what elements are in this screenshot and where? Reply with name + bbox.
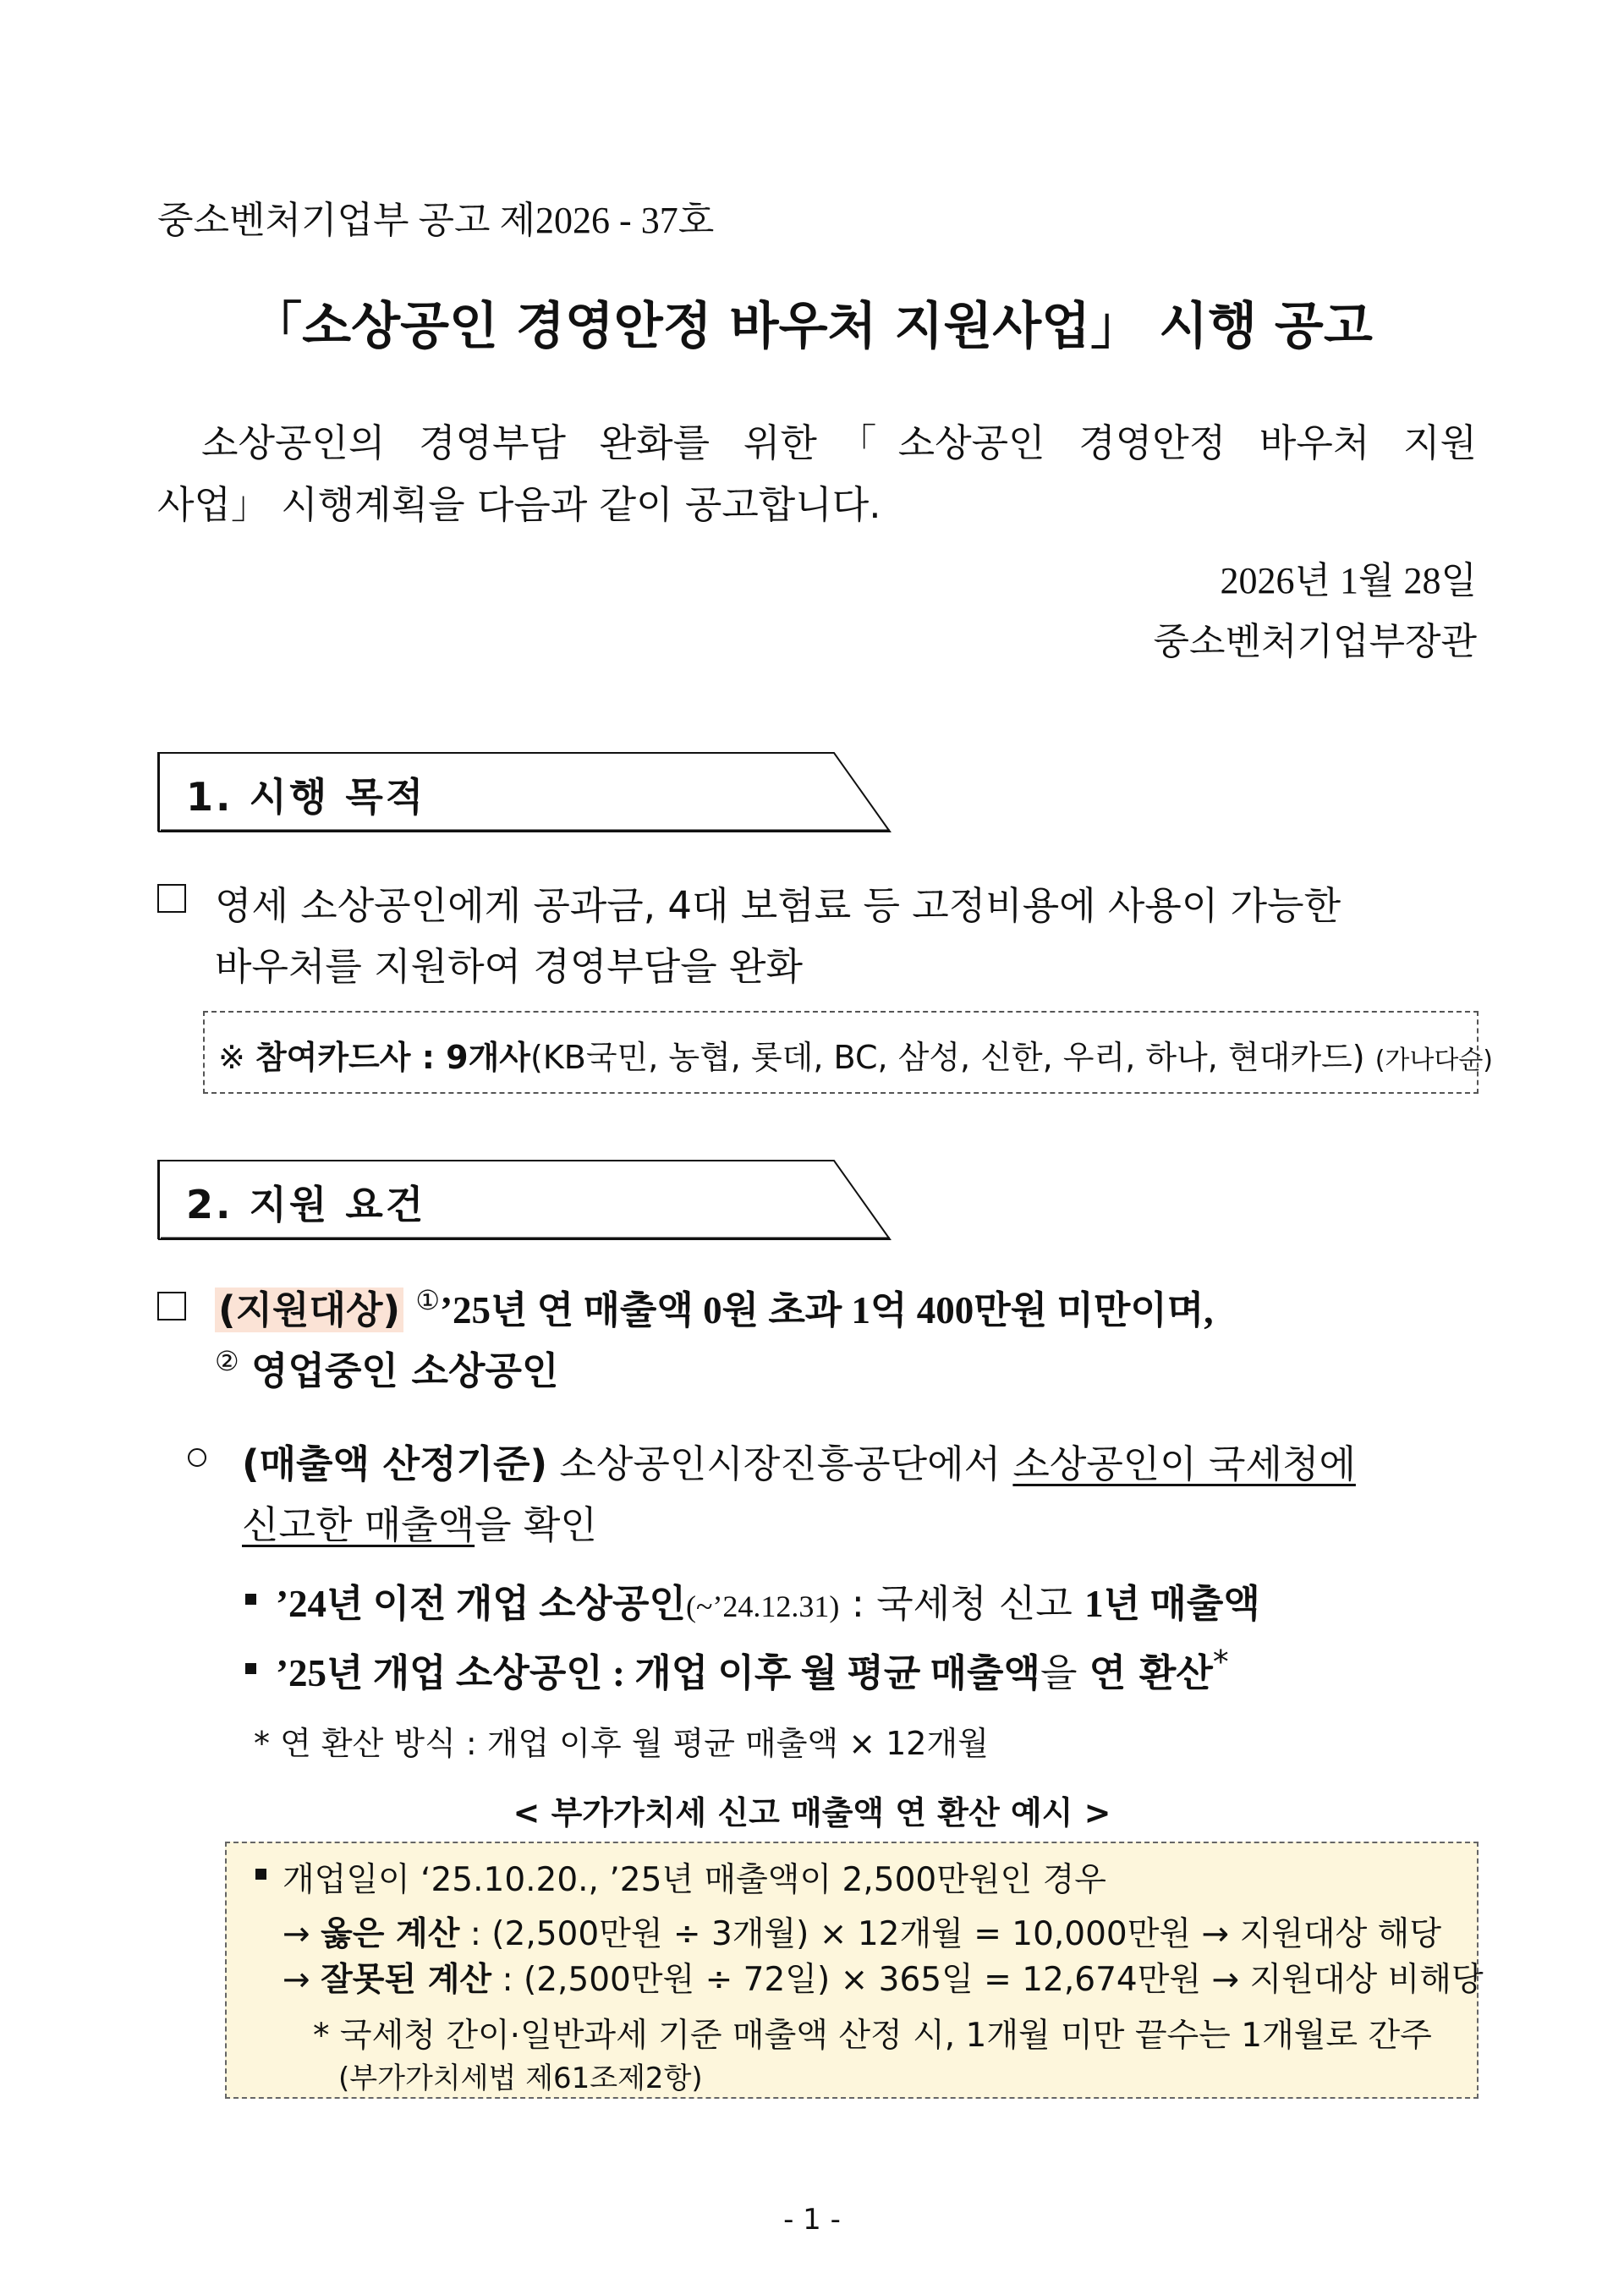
sales-criteria-tail: 을 확인 [475, 1502, 597, 1547]
item-1-label: ’24년 이전 개업 소상공인 [276, 1583, 686, 1625]
card-company-list: (KB국민, 농협, 롯데, BC, 삼성, 신한, 우리, 하나, 현대카드) [530, 1039, 1365, 1076]
sales-criteria-text: 소상공인시장진흥공단에서 [559, 1441, 1001, 1486]
support-target-line-1 [215, 1279, 1214, 1334]
support-target-condition-2: 영업중인 소상공인 [251, 1348, 559, 1393]
notice-number: 중소벤처기업부 공고 제2026 - 37호 [157, 200, 715, 241]
wrong-calc-label: 잘못된 계산 [321, 1961, 492, 1999]
support-target-condition-1: ’25년 연 매출액 0원 초과 1억 400만원 미만이며, [440, 1289, 1214, 1331]
example-footnote-line-2: (부가가치세법 제61조제2항) [338, 2062, 703, 2095]
issuer: 중소벤처기업부장관 [1153, 620, 1477, 663]
item-2-text: 을 [1040, 1650, 1089, 1695]
document-title: 「소상공인 경영안정 바우처 지원사업」 시행 공고 [251, 297, 1373, 356]
page-number: - 1 - [783, 2203, 841, 2237]
list-item [276, 1573, 1260, 1628]
sales-criteria-line-1 [242, 1433, 1356, 1488]
correct-calc-label: 옳은 계산 [321, 1915, 460, 1953]
note-label: 참여카드사 : 9개사 [255, 1039, 530, 1076]
example-box [225, 1842, 1484, 2099]
support-target-line-2 [215, 1340, 558, 1395]
arrow-icon: → [283, 1961, 310, 1999]
item-2-label: ’25년 개업 소상공인 : 개업 이후 월 평균 매출액 [276, 1652, 1040, 1694]
item-2-tail: 연 환산 [1089, 1650, 1213, 1695]
section-1-body-line-2: 바우처를 지원하여 경영부담을 완화 [215, 944, 803, 989]
checkbox-bullet [157, 884, 186, 913]
annual-conversion-note: * 연 환산 방식 : 개업 이후 월 평균 매출액 × 12개월 [254, 1725, 989, 1762]
participating-cards-note [203, 1011, 1494, 1094]
list-item [276, 1642, 1229, 1697]
sales-criteria-underlined-2: 신고한 매출액 [242, 1502, 475, 1547]
support-target-tag: (지원대상) [215, 1288, 403, 1332]
checkbox-bullet [157, 1292, 186, 1320]
section-2-title: 2. 지원 요건 [186, 1182, 426, 1227]
sales-criteria-tag: (매출액 산정기준) [242, 1441, 548, 1486]
section-1-heading [157, 751, 892, 832]
square-bullet [245, 1594, 256, 1605]
note-order: (가나다순) [1374, 1046, 1494, 1075]
hollow-circle-bullet [188, 1448, 206, 1467]
square-bullet [255, 1869, 266, 1880]
section-2-heading [157, 1159, 892, 1240]
item-2-footnote-mark: * [1212, 1643, 1229, 1680]
wrong-calc-formula: : (2,500만원 ÷ 72일) × 365일 = 12,674만원 → 지원대상 비해당 [491, 1961, 1484, 1999]
section-1-title: 1. 시행 목적 [186, 774, 426, 820]
square-bullet [245, 1663, 256, 1674]
correct-calc-formula: : (2,500만원 ÷ 3개월) × 12개월 = 10,000만원 → 지원대상 해당 [459, 1915, 1442, 1953]
section-1-body-line-1: 영세 소상공인에게 공과금, 4대 보험료 등 고정비용에 사용이 가능한 [215, 883, 1341, 928]
intro-line-1: 소상공인의 경영부담 완화를 위한「소상공인 경영안정 바우처 지원 [201, 420, 1477, 465]
circled-number-2: ② [215, 1345, 239, 1377]
sales-criteria-line-2 [242, 1494, 597, 1549]
item-1-period: (~’24.12.31) [685, 1589, 840, 1623]
sales-criteria-underlined-1: 소상공인이 국세청에 [1012, 1441, 1356, 1486]
item-1-text: : 국세청 신고 [839, 1581, 1085, 1626]
example-case: 개업일이 ‘25.10.20., ’25년 매출액이 2,500만원인 경우 [283, 1861, 1106, 1899]
example-footnote-line-1: * 국세청 간이·일반과세 기준 매출액 산정 시, 1개월 미만 끝수는 1개월로 간주 [313, 2017, 1432, 2055]
example-wrong-line [283, 1953, 1484, 2001]
note-mark: ※ [218, 1039, 245, 1076]
item-1-tail: 1년 매출액 [1084, 1583, 1260, 1625]
circled-number-1: ① [415, 1284, 441, 1316]
arrow-icon: → [283, 1915, 310, 1953]
intro-line-2: 사업」 시행계획을 다음과 같이 공고합니다. [157, 482, 881, 527]
example-correct-line [283, 1908, 1441, 1955]
notice-date: 2026년 1월 28일 [1220, 560, 1477, 601]
example-title: < 부가가치세 신고 매출액 연 환산 예시 > [513, 1794, 1111, 1831]
